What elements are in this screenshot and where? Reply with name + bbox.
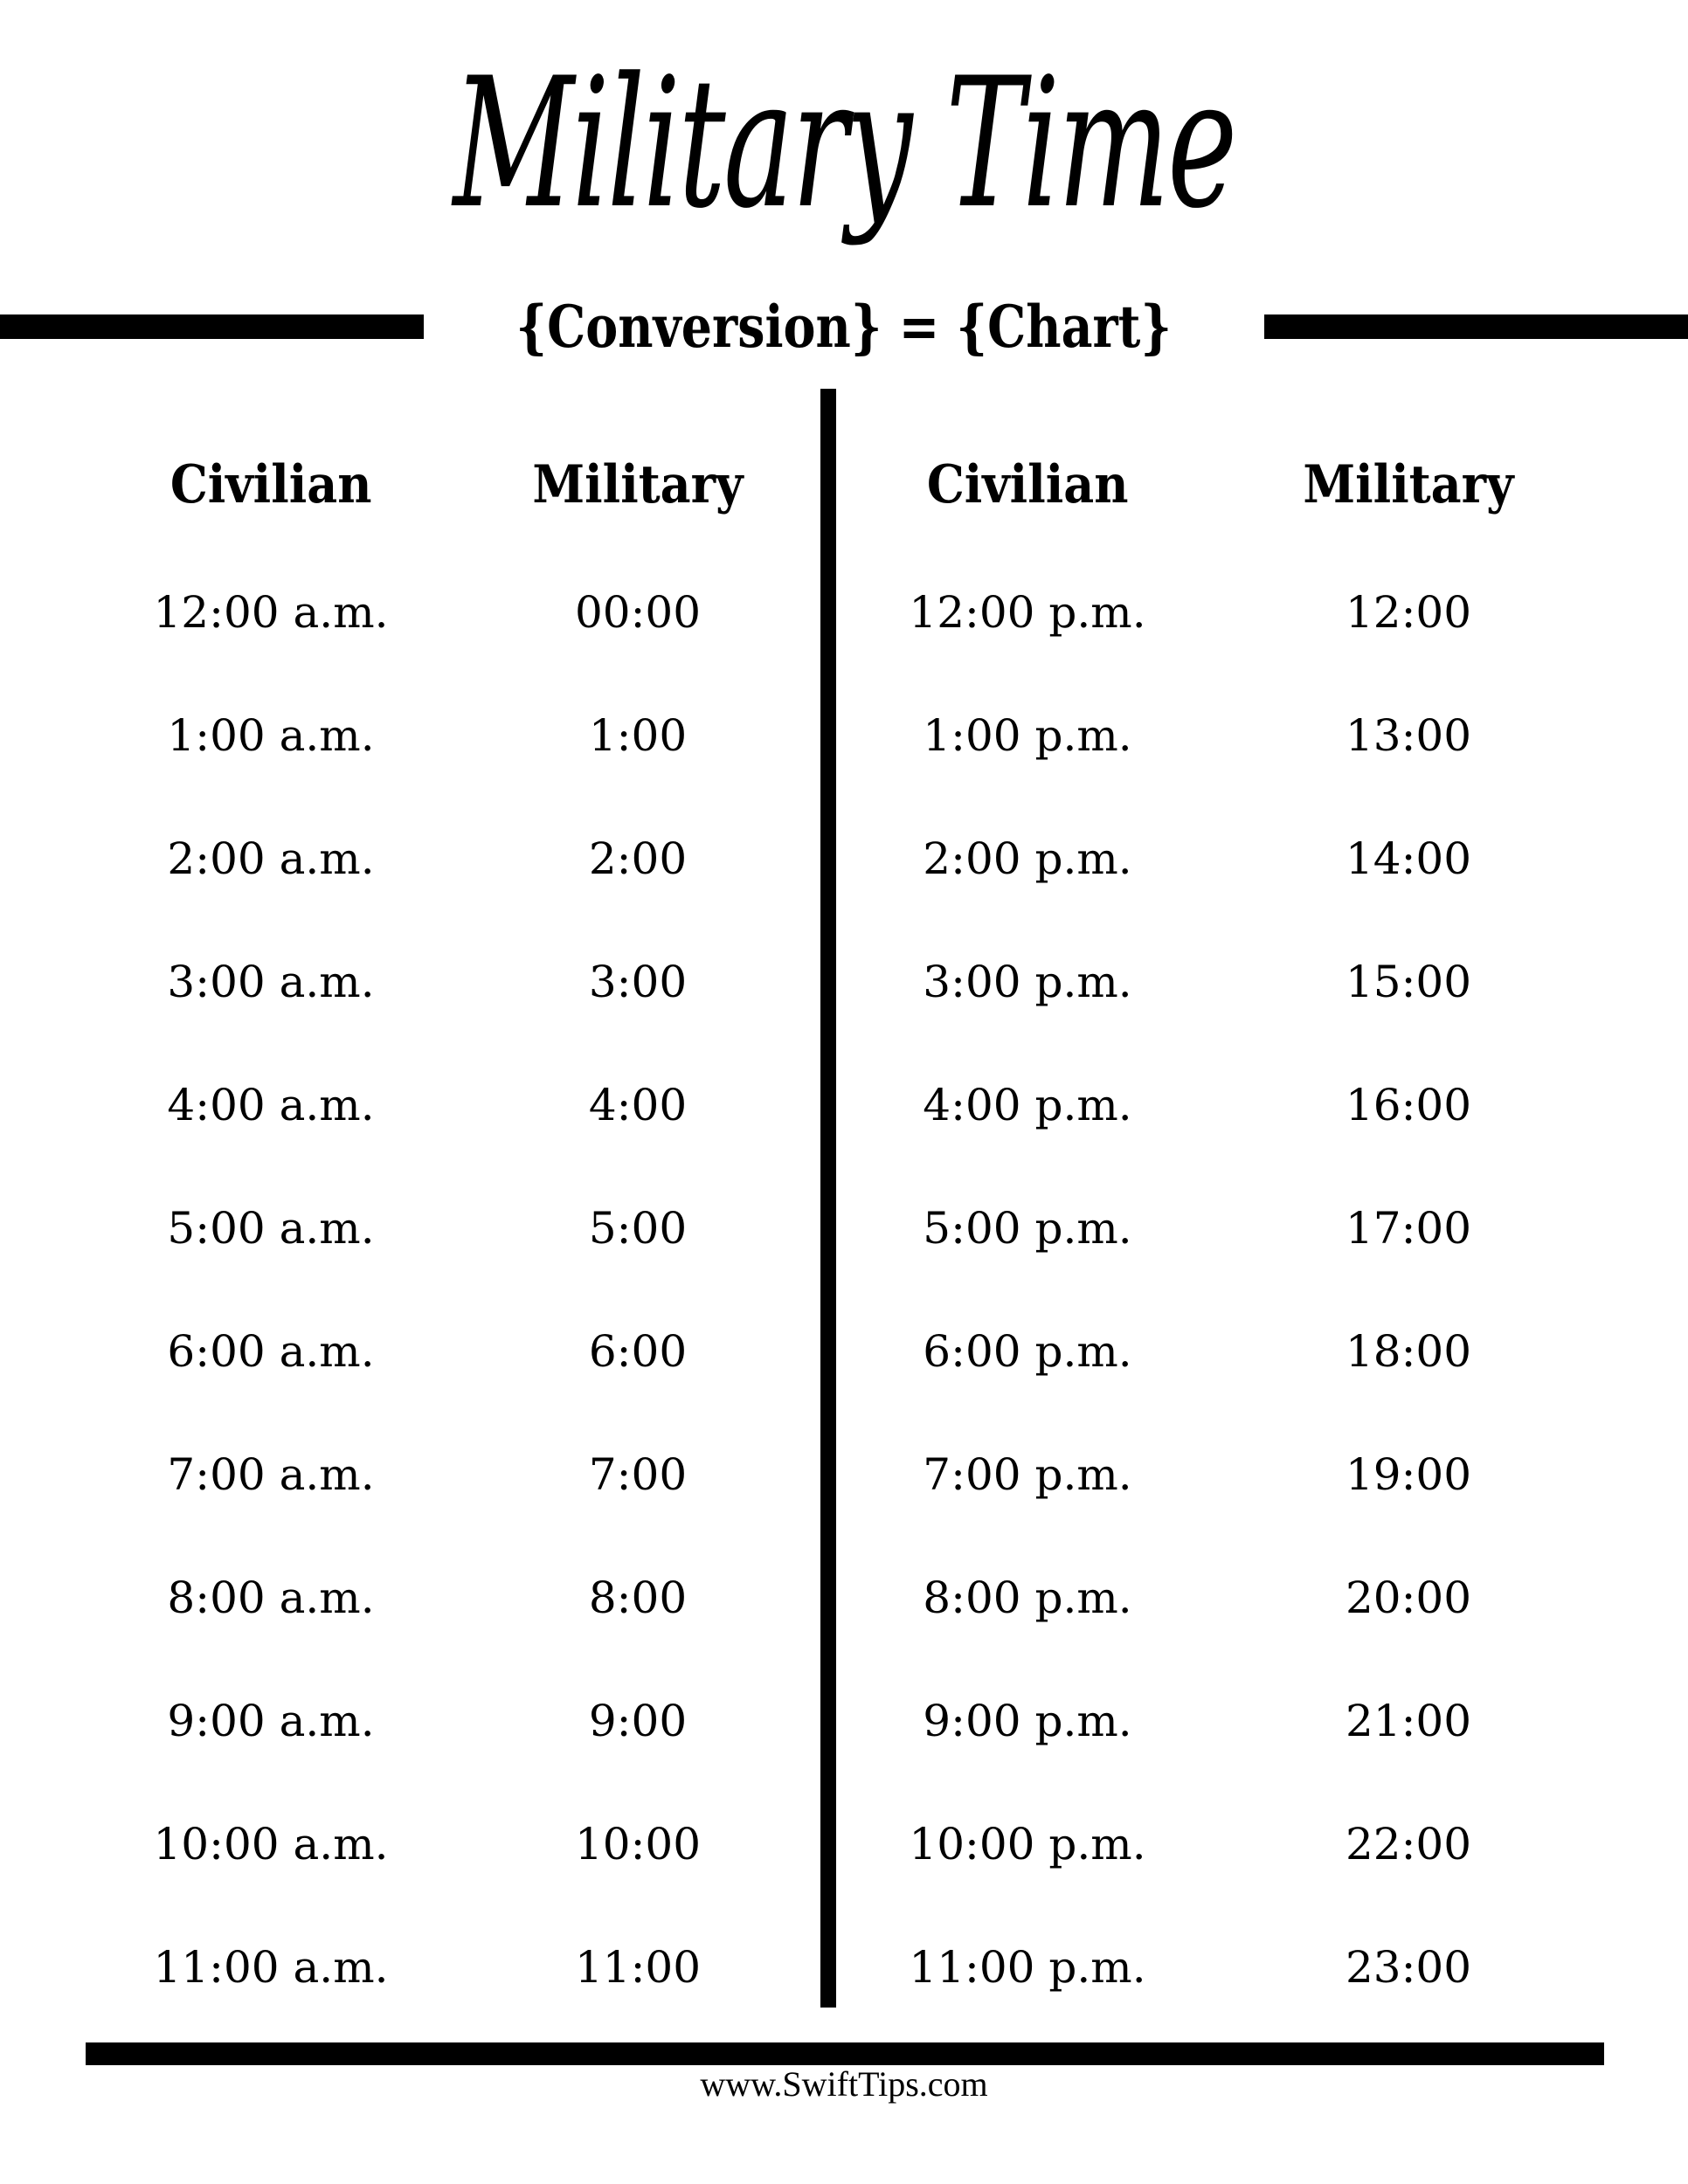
military-time-value: 10:00 <box>574 1818 702 1870</box>
civilian-time-value: 3:00 a.m. <box>167 956 375 1007</box>
military-time-value: 5:00 <box>588 1202 688 1254</box>
military-time-value: 20:00 <box>1345 1572 1472 1623</box>
civilian-time-value: 2:00 a.m. <box>167 833 375 884</box>
military-time-value: 22:00 <box>1345 1818 1472 1870</box>
column-header-label: Military <box>1303 454 1514 515</box>
military-time-value: 6:00 <box>588 1325 688 1377</box>
military-time-value: 4:00 <box>588 1079 688 1130</box>
page-title <box>0 42 1688 248</box>
military-time-value: 14:00 <box>1345 833 1472 884</box>
military-time-value: 11:00 <box>574 1941 702 1993</box>
column-header-civilian <box>837 419 1218 550</box>
civilian-time-value: 7:00 a.m. <box>167 1448 375 1500</box>
subtitle-text: {Conversion} = {Chart} <box>515 293 1173 361</box>
military-time-value: 9:00 <box>588 1695 688 1746</box>
column-header-military <box>454 419 821 550</box>
civilian-time-value: 11:00 p.m. <box>909 1941 1146 1993</box>
civilian-time-value: 11:00 a.m. <box>153 1941 389 1993</box>
civilian-time-value: 4:00 a.m. <box>167 1079 375 1130</box>
column-header-military <box>1218 419 1599 550</box>
column-header-label: Civilian <box>169 454 372 515</box>
civilian-time-value: 5:00 a.m. <box>167 1202 375 1254</box>
column-header-label: Military <box>532 454 744 515</box>
military-time-value: 1:00 <box>588 709 688 761</box>
civilian-time-value: 1:00 p.m. <box>923 709 1132 761</box>
civilian-time-value: 7:00 p.m. <box>923 1448 1132 1500</box>
military-time-value: 23:00 <box>1345 1941 1472 1993</box>
civilian-time-value: 3:00 p.m. <box>923 956 1132 1007</box>
civilian-time-value: 6:00 p.m. <box>923 1325 1132 1377</box>
civilian-time-value: 8:00 a.m. <box>167 1572 375 1623</box>
civilian-time-value: 5:00 p.m. <box>923 1202 1132 1254</box>
column-header-label: Civilian <box>926 454 1129 515</box>
column-header-civilian <box>87 419 454 550</box>
military-time-value: 19:00 <box>1345 1448 1472 1500</box>
military-time-value: 18:00 <box>1345 1325 1472 1377</box>
civilian-time-value: 10:00 a.m. <box>153 1818 389 1870</box>
center-divider-line <box>820 389 836 2008</box>
civilian-time-value: 9:00 p.m. <box>923 1695 1132 1746</box>
civilian-time-value: 8:00 p.m. <box>923 1572 1132 1623</box>
military-time-value: 8:00 <box>588 1572 688 1623</box>
military-time-value: 7:00 <box>588 1448 688 1500</box>
civilian-time-value: 12:00 p.m. <box>909 586 1146 638</box>
civilian-time-value: 1:00 a.m. <box>167 709 375 761</box>
civilian-time-value: 10:00 p.m. <box>909 1818 1146 1870</box>
civilian-time-value: 4:00 p.m. <box>923 1079 1132 1130</box>
am-conversion-table <box>87 419 821 2028</box>
footer-url: www.SwiftTips.com <box>700 2064 988 2104</box>
subtitle <box>0 285 1688 369</box>
military-time-value: 13:00 <box>1345 709 1472 761</box>
military-time-value: 16:00 <box>1345 1079 1472 1130</box>
military-time-value: 00:00 <box>574 586 702 638</box>
civilian-time-value: 2:00 p.m. <box>923 833 1132 884</box>
military-time-value: 2:00 <box>588 833 688 884</box>
civilian-time-value: 6:00 a.m. <box>167 1325 375 1377</box>
military-time-value: 12:00 <box>1345 586 1472 638</box>
civilian-time-value: 9:00 a.m. <box>167 1695 375 1746</box>
military-time-value: 15:00 <box>1345 956 1472 1007</box>
civilian-time-value: 12:00 a.m. <box>153 586 389 638</box>
military-time-value: 17:00 <box>1345 1202 1472 1254</box>
page-title-text: Military Time <box>453 40 1235 248</box>
pm-conversion-table <box>837 419 1599 2028</box>
subtitle-left-rule <box>0 314 424 339</box>
subtitle-right-rule <box>1264 314 1688 339</box>
military-time-value: 21:00 <box>1345 1695 1472 1746</box>
footer-rule <box>86 2042 1604 2065</box>
military-time-value: 3:00 <box>588 956 688 1007</box>
